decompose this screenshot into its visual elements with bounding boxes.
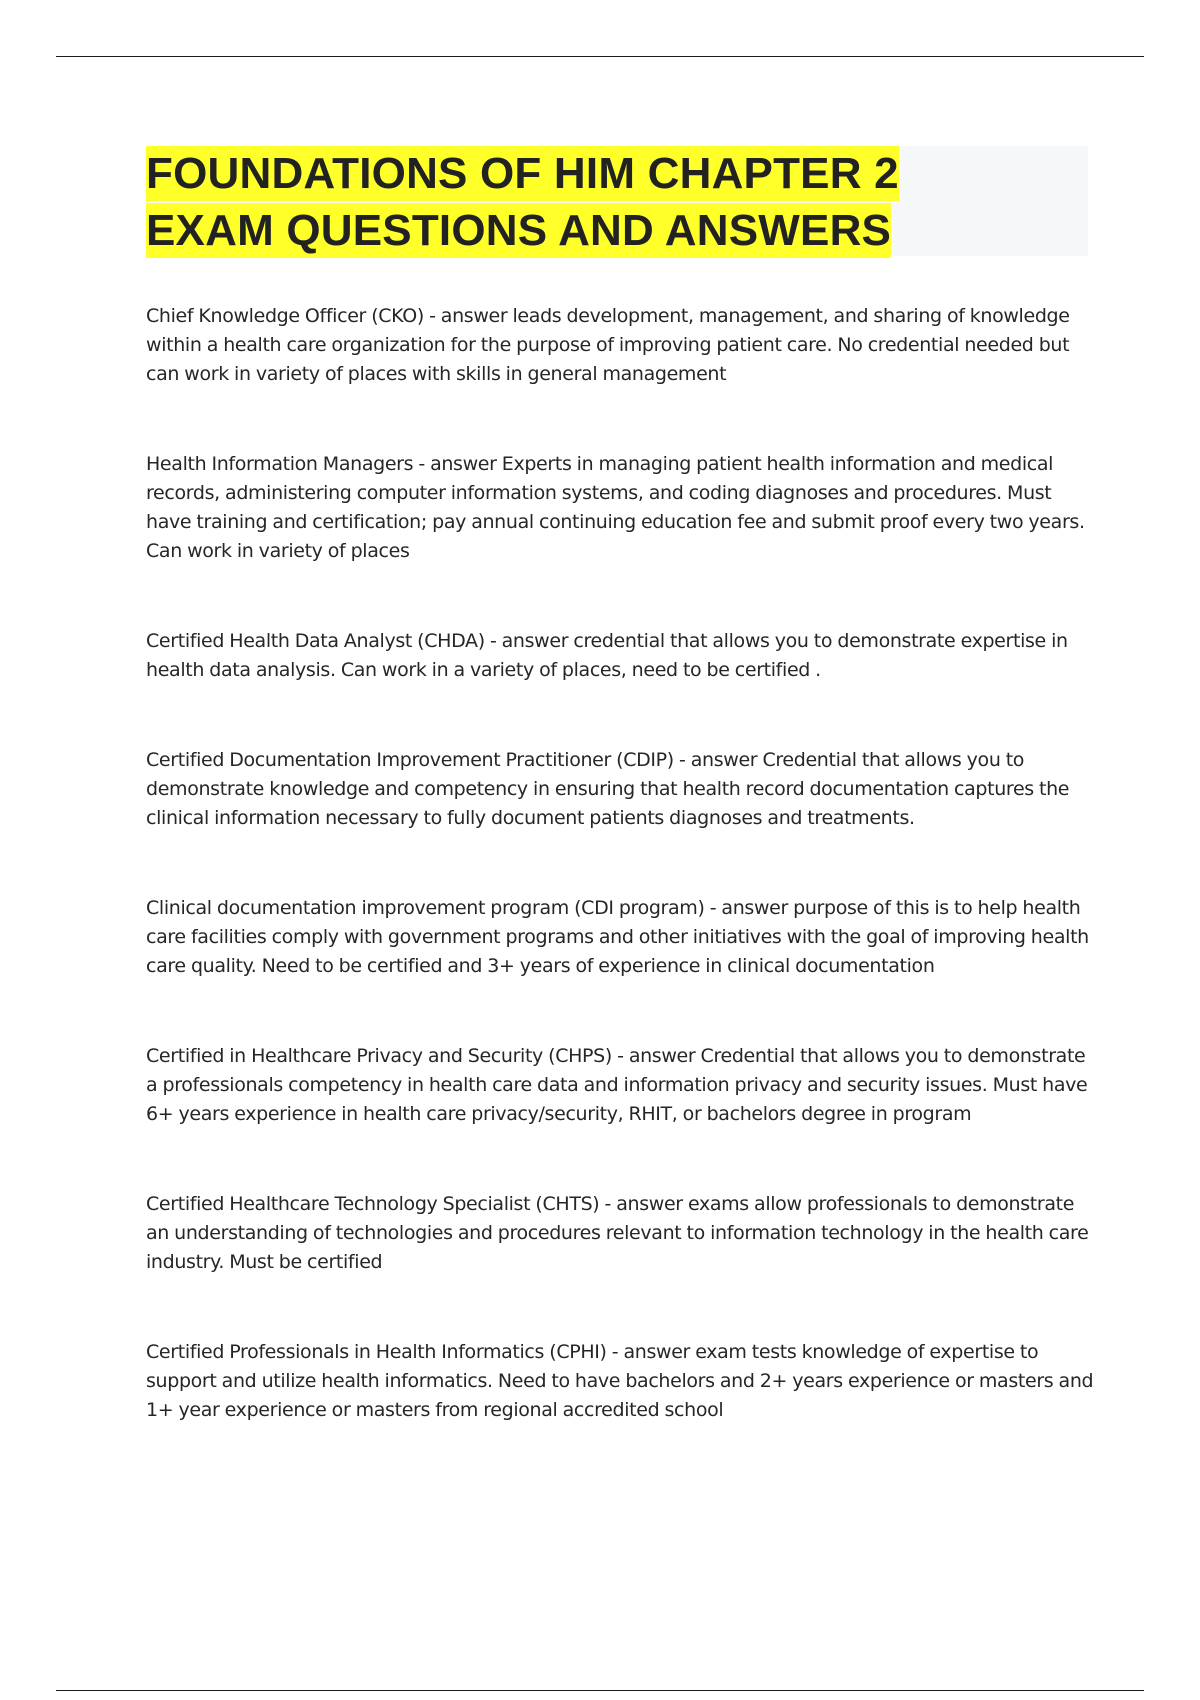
- document-title-line-1: FOUNDATIONS OF HIM CHAPTER 2: [146, 146, 899, 201]
- qa-entry-cdip: Certified Documentation Improvement Practitioner (CDIP) - answer Credential that allows you to demonstrate knowledge and competency in ensuring that health record documentation captures the clinical information necessary to fully document patients diagnoses and treatments.: [146, 749, 1070, 829]
- qa-entry-cko: Chief Knowledge Officer (CKO) - answer leads development, management, and sharing of knowledge within a health care organization for the purpose of improving patient care. No credential needed but can work in variety of places with skills in general management: [146, 305, 1070, 385]
- qa-entry-chda: Certified Health Data Analyst (CHDA) - answer credential that allows you to demonstrate expertise in health data analysis. Can work in a variety of places, need to be certified .: [146, 630, 1068, 681]
- header-rule: [56, 56, 1144, 57]
- qa-entry-cdi-program: Clinical documentation improvement program (CDI program) - answer purpose of this is to help health care facilities comply with government programs and other initiatives with the goal of improving health care quality. Need to be certified and 3+ years of experience in clinical documentation: [146, 897, 1089, 977]
- document-title-line-2: EXAM QUESTIONS AND ANSWERS: [146, 203, 891, 258]
- qa-entry-chts: Certified Healthcare Technology Specialist (CHTS) - answer exams allow professionals to demonstrate an understanding of technologies and procedures relevant to information technology in the health care industry. Must be certified: [146, 1193, 1089, 1273]
- qa-entry-chps: Certified in Healthcare Privacy and Security (CHPS) - answer Credential that allows you to demonstrate a professionals competency in health care data and information privacy and security issues. Must have 6+ years experience in health care privacy/security, RHIT, or bachelors degree in program: [146, 1045, 1088, 1125]
- qa-entry-cphi: Certified Professionals in Health Informatics (CPHI) - answer exam tests knowledge of expertise to support and utilize health informatics. Need to have bachelors and 2+ years experience or masters and 1+ year experience or masters from regional accredited school: [146, 1341, 1094, 1421]
- qa-entry-list: [146, 302, 1096, 1486]
- footer-rule: [56, 1690, 1144, 1691]
- qa-entry-him: Health Information Managers - answer Experts in managing patient health information and medical records, administering computer information systems, and coding diagnoses and procedures. Must have training and certification; pay annual continuing education fee and submit proof every two years. Can work in variety of places: [146, 453, 1085, 562]
